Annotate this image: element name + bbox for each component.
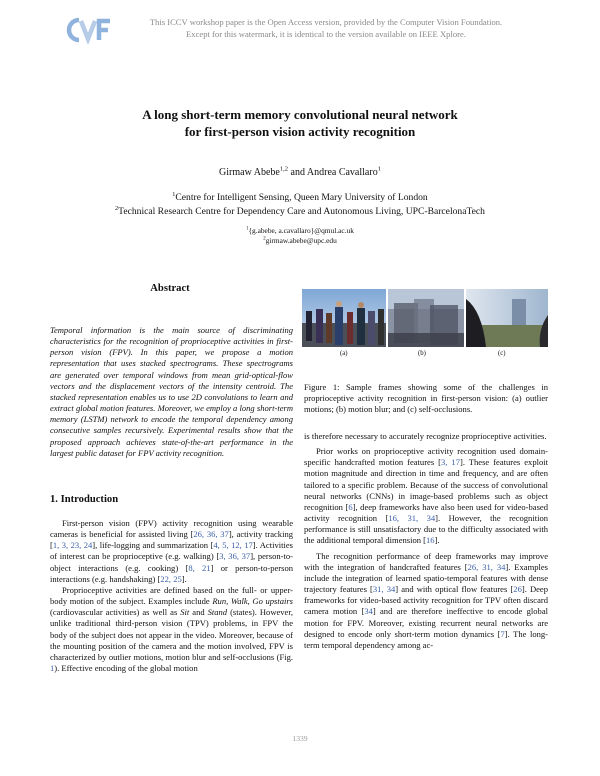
author-list bbox=[40, 167, 560, 178]
panel-label-b: (b) bbox=[418, 350, 426, 357]
intro-paragraph-2: Proprioceptive activities are defined based on the full- or upper-body motion of the subject. Examples include Run, Walk, Go upstairs (cardiovascular activities) as well as Sit and Stand (states). However, unlike traditional third-person vision (TPV) problems, in FPV the body of the subject does not appear in the video. Moreover, because of the mounting position of the camera and the motion involved, FPV is characterized by outlier motions, motion blur and self-occlusions (Fig. 1). Effective encoding of the global motion bbox=[50, 584, 293, 674]
citation-link[interactable]: 26, 36, 37 bbox=[193, 529, 229, 540]
affiliation-2: $^2$Technical Research Centre for Dependency Care and Autonomous Living, UPC-BarcelonaTech bbox=[115, 204, 485, 217]
author-1: Girmaw Abebe bbox=[219, 167, 280, 178]
email-1-text: {g.abebe, a.cavallaro}@qmul.ac.uk bbox=[248, 226, 354, 235]
author-2: Andrea Cavallaro bbox=[306, 167, 378, 178]
author-1-affiliation: 1,2 bbox=[279, 165, 288, 173]
citation-link[interactable]: 26 bbox=[513, 584, 522, 595]
page-number: 1339 bbox=[292, 734, 308, 743]
right-column-body bbox=[304, 431, 548, 651]
frame-c-self-occlusion bbox=[466, 289, 548, 347]
introduction-body bbox=[50, 518, 293, 674]
citation-link[interactable]: 16, 31, 34 bbox=[388, 513, 436, 524]
citation-link[interactable]: 1, 3, 23, 24 bbox=[52, 540, 93, 551]
citation-link[interactable]: 8, 21 bbox=[188, 562, 211, 573]
figure-1-image bbox=[302, 289, 548, 347]
author-2-affiliation: 1 bbox=[377, 165, 381, 173]
title-line-2: for first-person vision activity recognition bbox=[184, 124, 416, 139]
continued-paragraph: is therefore necessary to accurately recognize proprioceptive activities. bbox=[304, 431, 547, 441]
panel-label-c: (c) bbox=[498, 350, 506, 357]
citation-link[interactable]: 3, 36, 37 bbox=[219, 551, 251, 562]
citation-link[interactable]: 7 bbox=[500, 628, 505, 639]
figure-link[interactable]: 1 bbox=[50, 663, 55, 674]
intro-paragraph-1: First-person vision (FPV) activity recognition using wearable cameras is beneficial for assisted living [26, 36, 37], activity tracking [1, 3, 23, 24], life-logging and summarization [4, 5, 12, 17]. Activities of interest can be proprioceptive (e.g. walking) [3, 36, 37], person-to-object interactions (e.g. cooking) [8, 21] or person-to-person interactions (e.g. handshaking) [22, 25]. bbox=[50, 518, 294, 584]
watermark-line-2: Except for this watermark, it is identical to the version available on IEEE Xplore. bbox=[186, 28, 466, 39]
right-paragraph-2: The recognition performance of deep frameworks may improve with the integration of handcrafted features [26, 31, 34]. Examples include the integration of learned spatio-temporal features with dense trajectory features [31, 34] and with optical flow features [26]. Deep frameworks for video-based activity recognition for TPV often discard camera motion [34] and are therefore ineffective to encode global motion for FPV. Moreover, existing recurrent neural networks are designed to encode only short-term motion dynamics [7]. The long-term temporal dependency among ac- bbox=[304, 550, 548, 650]
cvf-logo bbox=[66, 16, 112, 44]
citation-link[interactable]: 22, 25 bbox=[160, 573, 182, 584]
citation-link[interactable]: 3, 17 bbox=[441, 457, 460, 468]
paper-title bbox=[40, 106, 560, 140]
citation-link[interactable]: 26, 31, 34 bbox=[467, 561, 506, 572]
figure-1-caption: Figure 1: Sample frames showing some of the challenges in proprioceptive activity recognition in first-person vision: (a) outlier motions; (b) motion blur; and (c) self-occlusions. bbox=[304, 382, 548, 415]
affiliation-1: $^1$Centre for Intelligent Sensing, Queen Mary University of London bbox=[172, 190, 428, 203]
panel-label-a: (a) bbox=[340, 350, 348, 357]
citation-link[interactable]: 34 bbox=[364, 606, 373, 617]
email-block bbox=[40, 226, 560, 246]
title-line-1: A long short-term memory convolutional neural network bbox=[142, 107, 458, 122]
citation-link[interactable]: 6 bbox=[348, 501, 353, 512]
citation-link[interactable]: 4, 5, 12, 17 bbox=[213, 540, 253, 551]
abstract-heading: Abstract bbox=[150, 283, 190, 294]
email-2-text: girmaw.abebe@upc.edu bbox=[265, 236, 337, 245]
watermark-line-1: This ICCV workshop paper is the Open Access version, provided by the Computer Vision Foundation. bbox=[149, 17, 503, 27]
abstract-text: Temporal information is the main source of discriminating characteristics for the recognition of proprioceptive activities in first-person vision (FPV). In this paper, we propose a motion representation that uses stacked spectrograms. These spectrograms are generated over temporal windows from mean grid-optical-flow vectors and the displacement vectors of the intensity centroid. The stacked representation enables us to use 2D convolutions to learn and extract global motion features. Moreover, we employ a long short-term memory (LSTM) network to encode the temporal dependency among consecutive samples recursively. Experimental results show that the proposed approach achieves state-of-the-art performance in the largest public dataset for FPV activity recognition. bbox=[50, 325, 293, 458]
frame-a-outlier-motion bbox=[302, 289, 386, 347]
open-access-watermark bbox=[116, 17, 536, 40]
right-paragraph-1: Prior works on proprioceptive activity recognition used domain-specific handcrafted motion features [3, 17]. These features exploit motion magnitude and direction in time and frequency, and are often tailored to a specific problem. Because of the success of convolutional neural networks (CNNs) in image-based problems such as object recognition [6], deep frameworks have also been used for video-based activity recognition [16, 31, 34]. However, the recognition performance is still unsatisfactory due to the difficulty associated with the additional temporal dimension [16]. bbox=[304, 446, 548, 546]
citation-link[interactable]: 16 bbox=[426, 535, 435, 546]
affiliation-1-text: Centre for Intelligent Sensing, Queen Mary University of London bbox=[175, 192, 428, 203]
introduction-heading: 1. Introduction bbox=[50, 494, 119, 505]
email-2: $^2$girmaw.abebe@upc.edu bbox=[263, 236, 337, 245]
email-1: $^1${g.abebe, a.cavallaro}@qmul.ac.uk bbox=[246, 226, 354, 235]
citation-link[interactable]: 31, 34 bbox=[372, 584, 396, 595]
affiliation-2-text: Technical Research Centre for Dependency Care and Autonomous Living, UPC-BarcelonaTech bbox=[118, 206, 485, 217]
frame-b-motion-blur bbox=[388, 289, 464, 347]
author-conjunction: and bbox=[288, 167, 307, 178]
